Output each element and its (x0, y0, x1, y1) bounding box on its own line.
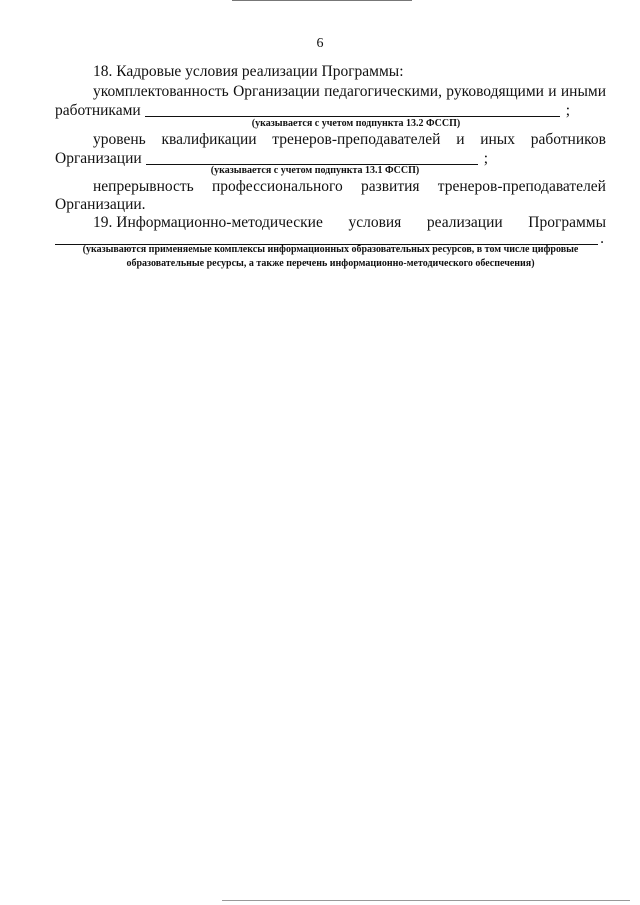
continuity-word: непрерывность (93, 178, 194, 195)
section-19-word: условия (348, 214, 402, 231)
continuity-word: развития (360, 178, 420, 195)
section-19-word: 19. Информационно-методические (93, 214, 323, 231)
section-19-word: Программы (528, 214, 606, 231)
section-19-note-line-2: образовательные ресурсы, а также перечень информационно-методического обеспечения) (126, 258, 535, 269)
qualification-word: квалификации (161, 131, 257, 148)
staffing-word: укомплектованность (93, 83, 229, 100)
qualification-word: работников (530, 131, 606, 148)
staffing-word: руководящими (446, 83, 544, 100)
staffing-line (93, 82, 606, 102)
qualification-word: и (456, 131, 465, 148)
qualification-end-mark: ; (483, 150, 488, 167)
qualification-word: уровень (93, 131, 146, 148)
page-number: 6 (316, 36, 324, 51)
staffing-end-mark: ; (565, 102, 570, 119)
section-19-note-line-1: (указываются применяемые комплексы информационных образовательных ресурсов, в том числе цифровые (82, 244, 579, 255)
qualification-note: (указывается с учетом подпункта 13.1 ФССП) (210, 165, 420, 176)
continuity-word: тренеров-преподавателей (437, 178, 606, 195)
qualification-word: иных (480, 131, 515, 148)
continuity-word: профессионального (211, 178, 343, 195)
scan-bottom-edge-line (222, 900, 630, 901)
staffing-word: педагогическими, (324, 83, 442, 100)
qualification-cont-text: Организации (55, 150, 142, 167)
section-18-heading: 18. Кадровые условия реализации Программы: (93, 63, 404, 80)
continuity-cont-text: Организации. (55, 196, 146, 213)
staffing-word: и (548, 83, 557, 100)
section-19-word: реализации (426, 214, 503, 231)
qualification-line (93, 130, 606, 150)
qualification-word: тренеров-преподавателей (272, 131, 441, 148)
section-19-end-mark: . (600, 230, 604, 247)
scan-top-edge-line (232, 0, 412, 1)
continuity-line (93, 177, 606, 197)
staffing-word: иными (560, 83, 606, 100)
staffing-note: (указывается с учетом подпункта 13.2 ФССП) (251, 118, 461, 129)
staffing-cont-text: работниками (55, 102, 141, 119)
staffing-word: Организации (233, 83, 320, 100)
